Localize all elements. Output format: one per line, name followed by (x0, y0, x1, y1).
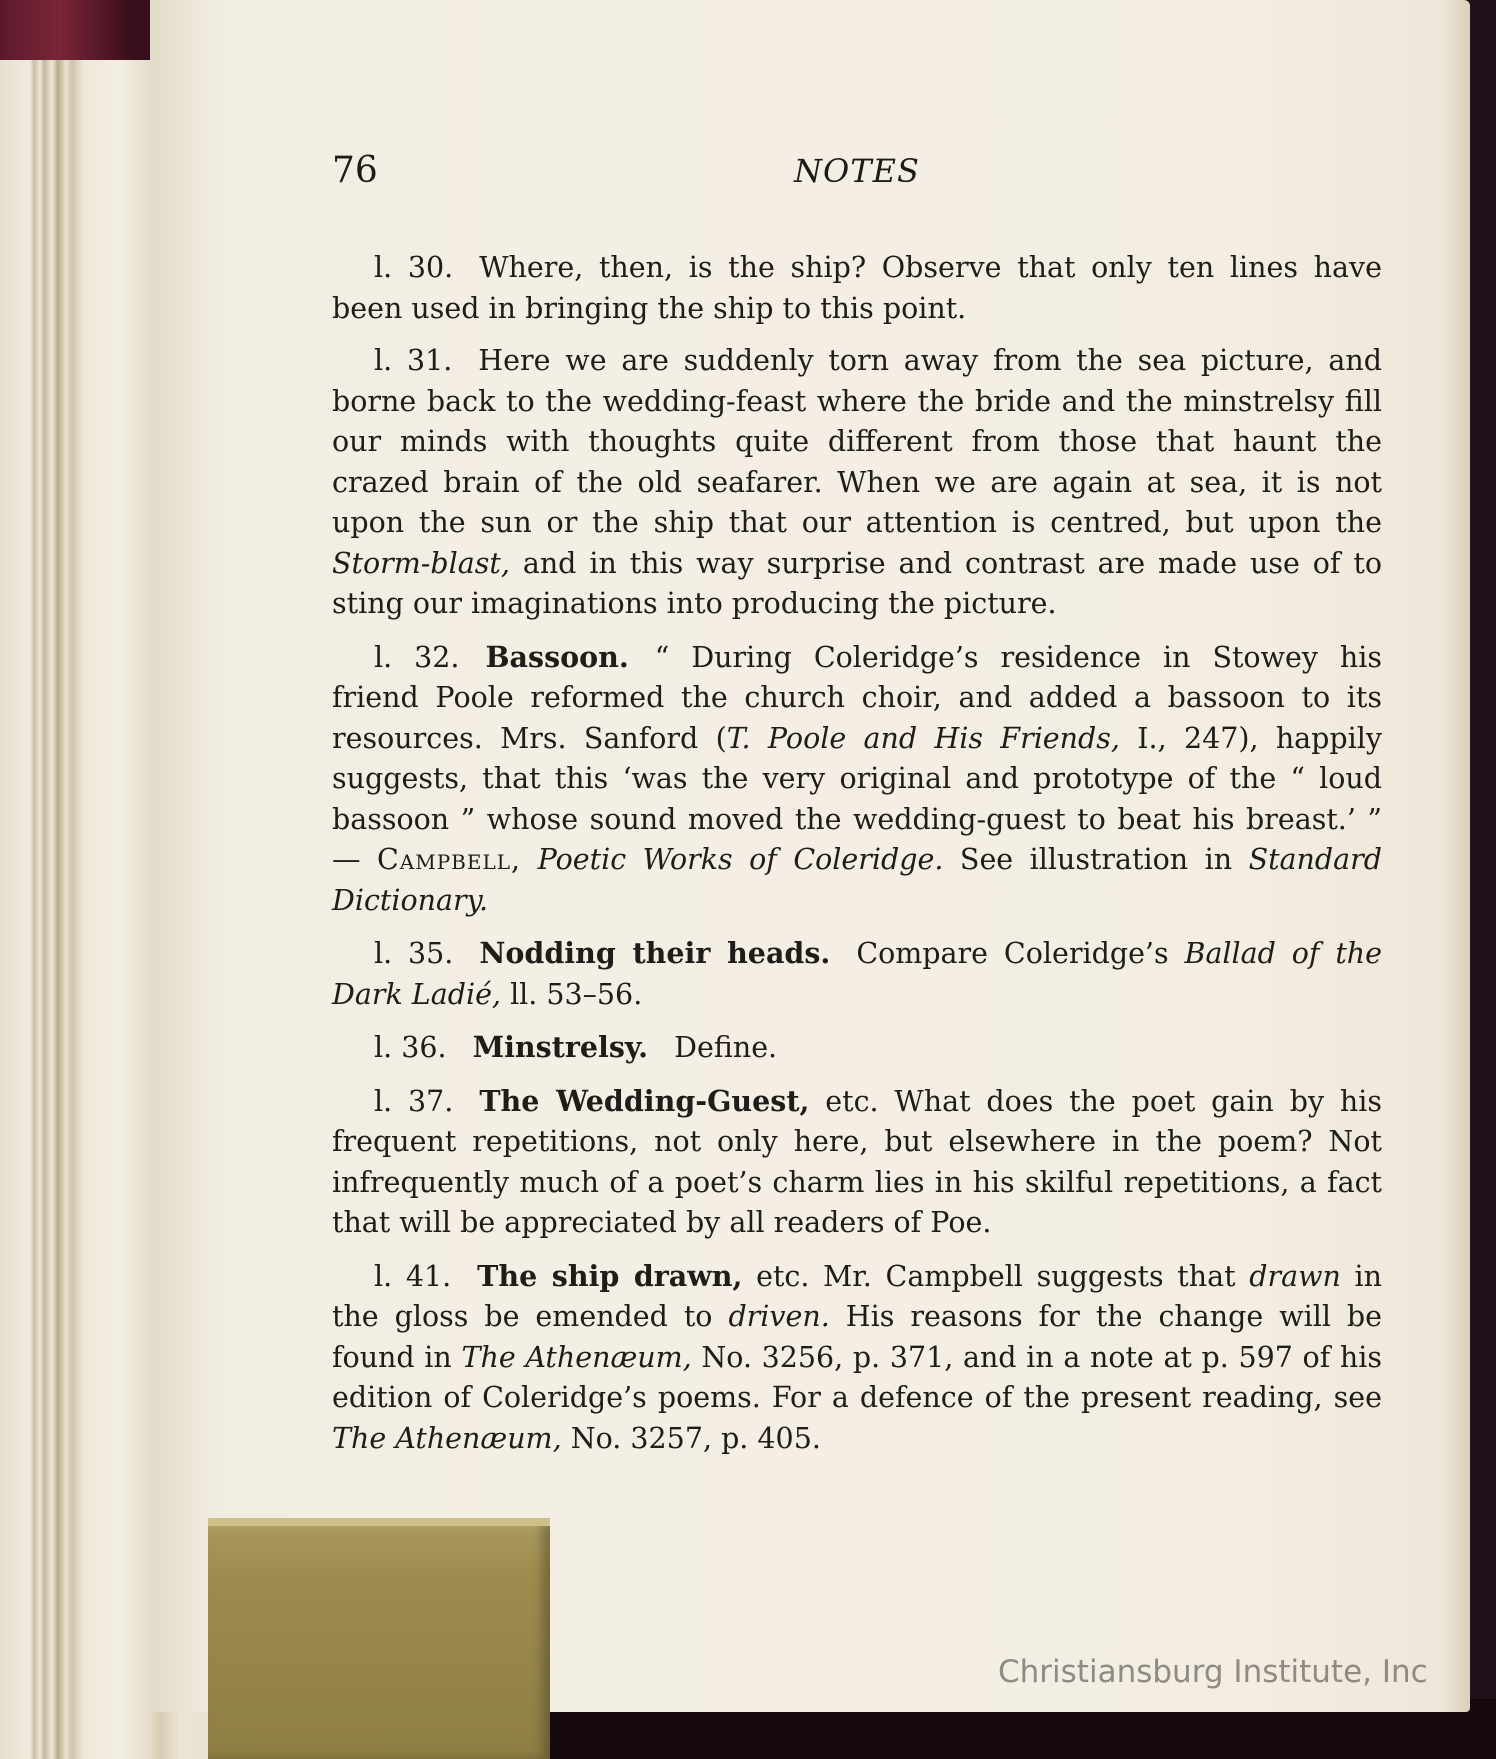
note-italic: Storm-blast, (332, 546, 510, 580)
note-text: in the gloss be emended to (332, 1259, 1383, 1333)
note-italic: The Athenæum, (461, 1340, 692, 1374)
note-ref: l. 35. (374, 937, 454, 970)
note-text: etc. What does the poet gain by his frequent repetitions, not only here, but elsewhere in the poem? Not infrequently much of a poet’s charm lies in his skilful repetitions, a fact that will be appreciated by all readers of Poe. (332, 1084, 1382, 1239)
note-text: and in this way surprise and contrast are made use of to sting our imaginations into producing the picture. (332, 546, 1382, 620)
note-italic: drawn (1249, 1259, 1341, 1293)
note-l31 (332, 341, 1382, 625)
note-ref: l. 32. (374, 640, 460, 674)
note-ref: l. 36. (374, 1031, 447, 1064)
note-l30 (332, 248, 1382, 329)
notes-body (332, 248, 1382, 1471)
note-heading: The Wedding-Guest, (479, 1083, 810, 1118)
note-italic: The Athenæum, (332, 1421, 562, 1455)
note-heading: The ship drawn, (477, 1258, 743, 1293)
note-l41 (332, 1256, 1382, 1460)
note-text: Compare Coleridge’s (856, 937, 1169, 970)
note-text: His reasons for the change will be found in (332, 1300, 1383, 1374)
note-l36 (332, 1027, 1382, 1069)
author-name: Campbell, (376, 843, 522, 876)
note-heading: Minstrelsy. (472, 1030, 649, 1064)
note-ref: l. 37. (374, 1084, 454, 1118)
note-text: No. 3257, p. 405. (570, 1421, 821, 1455)
note-italic: T. Poole and His Friends, (726, 721, 1120, 755)
note-l37 (332, 1081, 1382, 1244)
note-text: etc. Mr. Campbell suggests that (756, 1259, 1236, 1293)
note-italic: driven. (728, 1300, 830, 1333)
running-title: NOTES (794, 152, 920, 190)
watermark: Christiansburg Institute, Inc (998, 1654, 1428, 1690)
note-heading: Bassoon. (485, 639, 629, 674)
note-text: “ During Coleridge’s residence in Stowey his friend Poole reformed the church choir, and added a bassoon to its resources. Mrs. Sanford ( (332, 640, 1382, 755)
note-l35 (332, 933, 1382, 1015)
note-text: I., 247), happily suggests, that this ‘was the very original and prototype of the “ loud bassoon ” whose sound moved the wedding-guest to beat his breast.’ ” — (332, 721, 1382, 876)
page-number: 76 (332, 150, 378, 191)
page-header (332, 150, 1382, 196)
note-text: Where, then, is the ship? Observe that only ten lines have been used in bringing the ship to this point. (332, 251, 1382, 325)
note-ref: l. 41. (374, 1259, 452, 1293)
brass-weight (208, 1518, 550, 1759)
note-text: See illustration in (959, 843, 1233, 876)
note-ref: l. 30. (374, 251, 454, 284)
note-italic: Poetic Works of Coleridge. (537, 843, 944, 876)
note-ref: l. 31. (374, 344, 453, 377)
note-text: No. 3256, p. 371, and in a note at p. 597 of his edition of Coleridge’s poems. For a defence of the present reading, see (332, 1340, 1382, 1414)
note-text: Define. (674, 1031, 778, 1064)
note-italic: Ballad of the Dark Ladié, (332, 937, 1383, 1011)
note-italic: Standard Dictionary. (332, 843, 1383, 917)
note-text: Here we are suddenly torn away from the sea picture, and borne back to the wedding-feast where the bride and the minstrelsy fill our minds with thoughts quite different from those that haunt the crazed brain of the old seafarer. When we are again at sea, it is not upon the sun or the ship that our attention is centred, but upon the (332, 344, 1382, 539)
note-text: ll. 53–56. (510, 977, 643, 1011)
note-l32 (332, 637, 1382, 922)
note-heading: Nodding their heads. (479, 936, 831, 970)
